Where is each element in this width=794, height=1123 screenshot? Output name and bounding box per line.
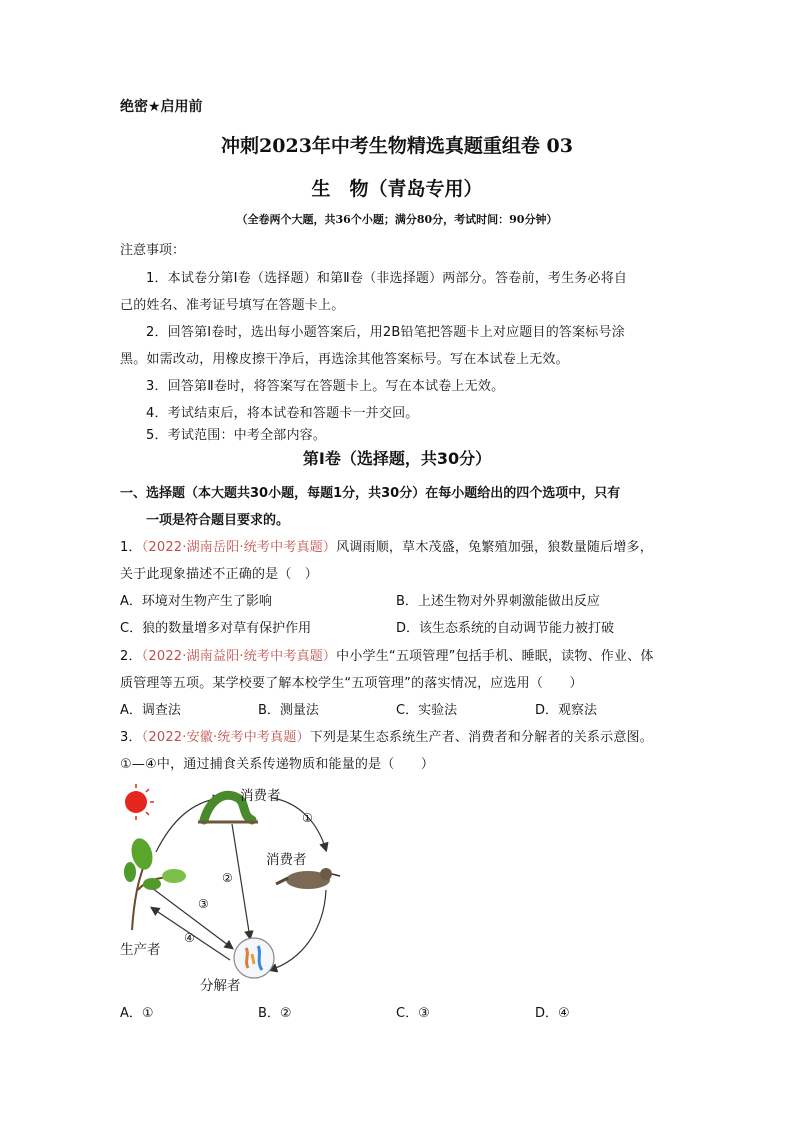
question-3-line-1 [120,726,653,745]
question-3-text-b: ①—④中，通过捕食关系传递物质和能量的是（ ） [120,757,435,772]
note-5: 5．考试范围：中考全部内容。 [146,428,327,443]
paper-scope: （全卷两个大题，共36个小题；满分80分，考试时间：90分钟） [236,213,558,226]
sun-icon [125,784,154,820]
question-2-option-d[interactable]: D．观察法 [535,703,598,718]
note-1a: 1．本试卷分第Ⅰ卷（选择题）和第Ⅱ卷（非选择题）两部分。答卷前，考生务必将自 [146,271,628,286]
question-2-text-a: 中小学生“五项管理”包括手机、睡眠，读物、作业、体 [336,649,654,664]
question-3-option-c[interactable]: C．③ [396,1006,430,1021]
question-1-line-1 [120,536,653,555]
question-3-text-a: 下列是某生态系统生产者、消费者和分解者的关系示意图。 [309,730,653,745]
arrow-2 [232,824,250,938]
note-2a: 2．回答第Ⅰ卷时，选出每小题答案后，用2B铅笔把答题卡上对应题目的答案标号涂 [146,325,625,340]
question-1-text-b: 关于此现象描述不正确的是（ ） [120,567,319,582]
label-3: ③ [198,897,209,911]
question-1-number: 1． [120,540,142,555]
notes-heading: 注意事项： [120,243,186,258]
question-3-option-a[interactable]: A．① [120,1006,154,1021]
question-1-option-c[interactable]: C．狼的数量增多对草有保护作用 [120,621,312,636]
part-instructions-a: 一、选择题（本大题共30小题，每题1分，共30分）在每小题给出的四个选项中，只有 [120,486,621,501]
arrow-consumer-to-decomposer [270,890,326,970]
question-1-option-d[interactable]: D．该生态系统的自动调节能力被打破 [396,621,615,636]
question-1-source: （2022·湖南岳阳·统考中考真题） [141,540,337,555]
note-2b: 黑。如需改动，用橡皮擦干净后，再选涂其他答案标号。写在本试卷上无效。 [120,352,569,367]
arrow-1 [272,798,326,850]
question-3-option-d[interactable]: D．④ [535,1006,570,1021]
paper-subtitle: 生 物（青岛专用） [311,178,483,200]
note-1b: 己的姓名、准考证号填写在答题卡上。 [120,298,345,313]
label-2: ② [222,871,233,885]
question-1-text-a: 风调雨顺，草木茂盛，兔繁殖加强，狼数量随后增多， [336,540,653,555]
question-2-source: （2022·湖南益阳·统考中考真题） [141,649,337,664]
label-4: ④ [184,931,195,945]
bird-icon [276,868,340,889]
question-2-option-a[interactable]: A．调查法 [120,703,181,718]
label-consumer-1: 消费者 [240,788,281,804]
label-1: ① [302,811,313,825]
question-2-option-c[interactable]: C．实验法 [396,703,458,718]
question-3-source: （2022·安徽·统考中考真题） [141,730,310,745]
question-1-option-a[interactable]: A．环境对生物产生了影响 [120,594,272,609]
plant-icon [124,836,186,930]
note-4: 4．考试结束后，将本试卷和答题卡一并交回。 [146,406,419,421]
ecosystem-diagram-svg [112,780,352,1000]
paper-title: 冲刺2023年中考生物精选真题重组卷 03 [221,135,573,157]
question-2-line-1 [120,645,654,664]
question-3-number: 3． [120,730,142,745]
section-title: 第Ⅰ卷（选择题，共30分） [302,449,492,468]
question-3-option-b[interactable]: B．② [258,1006,292,1021]
part-instructions-b: 一项是符合题目要求的。 [146,513,290,528]
question-2-option-b[interactable]: B．测量法 [258,703,319,718]
question-2-number: 2． [120,649,142,664]
label-decomposer: 分解者 [200,978,241,994]
question-1-option-b[interactable]: B．上述生物对外界刺激能做出反应 [396,594,600,609]
question-2-text-b: 质管理等五项。某学校要了解本校学生“五项管理”的落实情况，应选用（ ） [120,676,583,691]
ecosystem-diagram [112,780,352,1000]
label-producer: 生产者 [120,942,161,958]
decomposer-icon [234,938,274,978]
label-consumer-2: 消费者 [266,852,307,868]
confidential-mark: 绝密★启用前 [120,99,203,115]
note-3: 3．回答第Ⅱ卷时，将答案写在答题卡上。写在本试卷上无效。 [146,379,505,394]
